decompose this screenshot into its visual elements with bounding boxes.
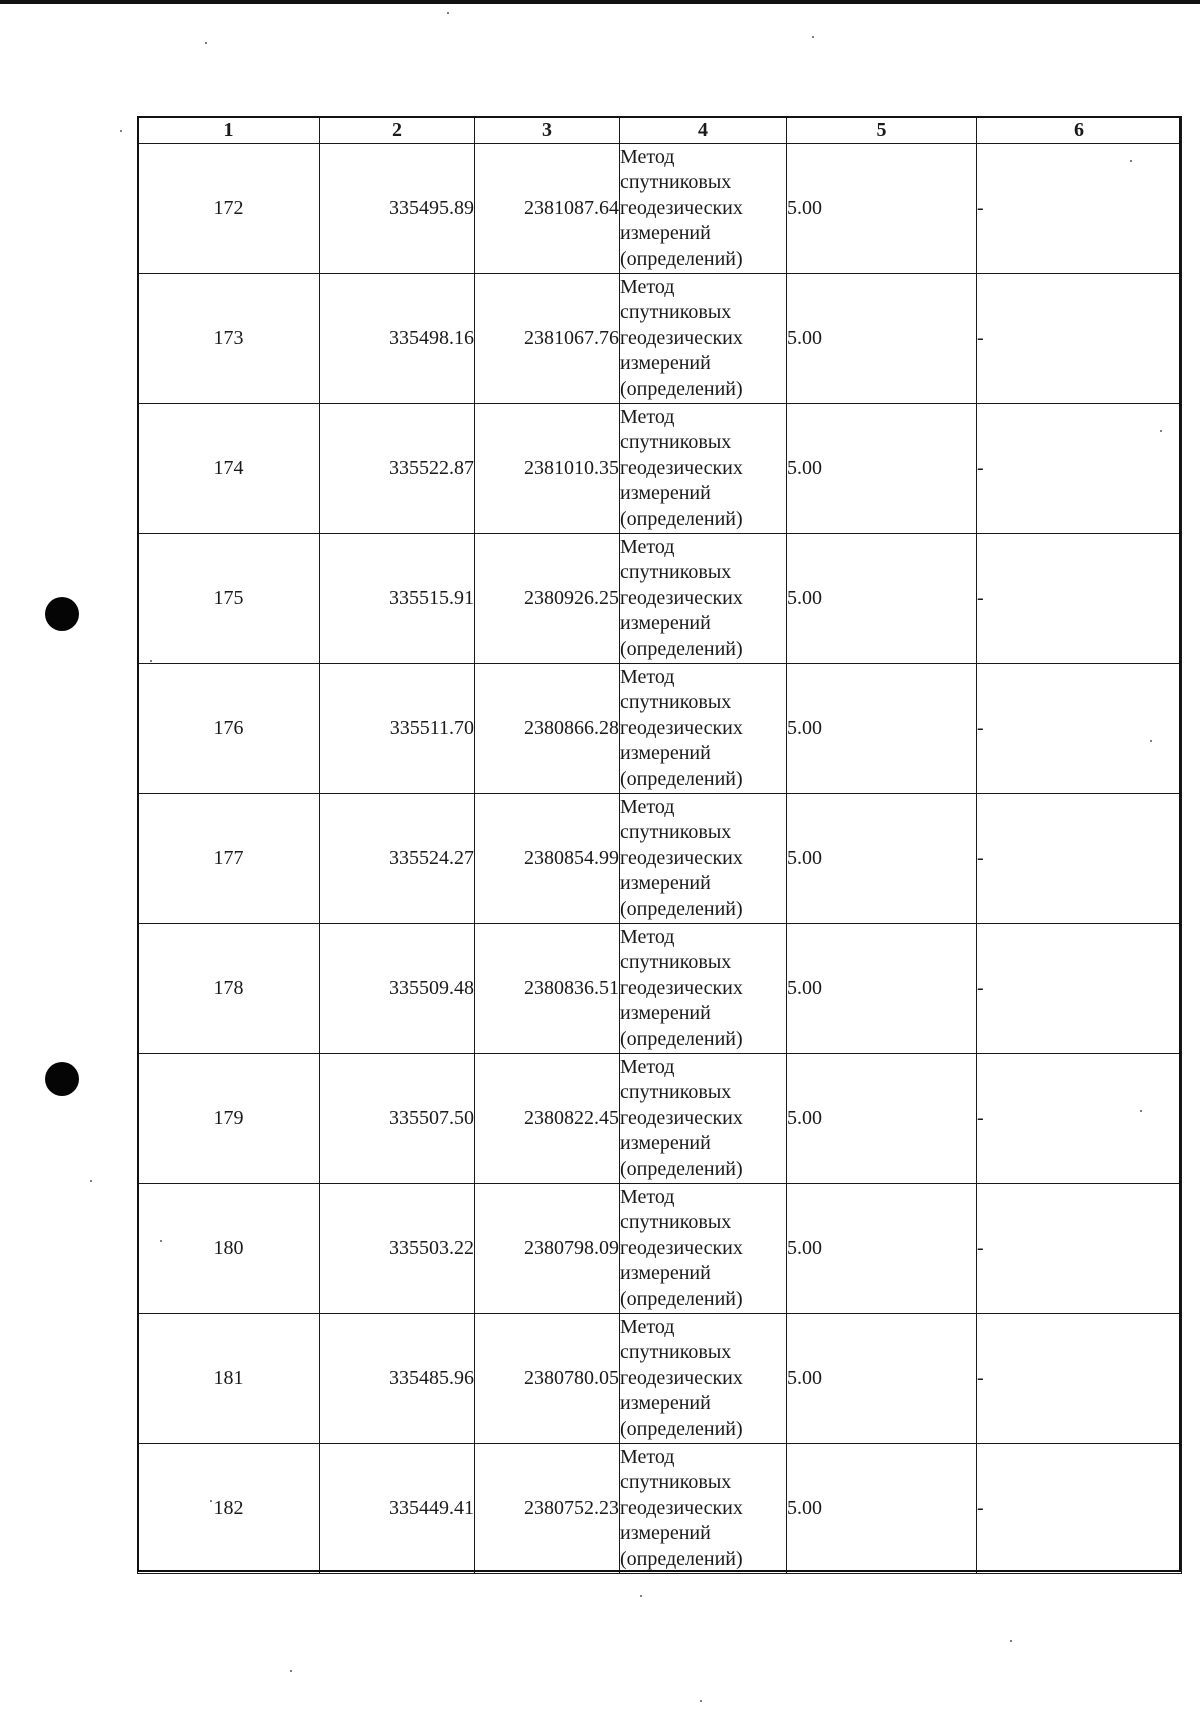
coordinate-x: 335495.89	[320, 144, 475, 274]
scan-speck	[1130, 160, 1132, 162]
scan-speck	[120, 130, 122, 132]
column-header-2: 2	[320, 117, 475, 144]
table-row	[138, 924, 1182, 1054]
coordinate-y: 2380854.99	[475, 794, 620, 924]
coordinate-y: 2381067.76	[475, 274, 620, 404]
table-row	[138, 1314, 1182, 1444]
accuracy-value: 5.00	[787, 274, 977, 404]
method-line: геодезических	[620, 456, 743, 479]
method-line: измерений	[620, 612, 711, 635]
coordinate-y: 2381087.64	[475, 144, 620, 274]
accuracy-value: 5.00	[787, 1314, 977, 1444]
table-row	[138, 274, 1182, 404]
method-line: измерений	[620, 1392, 711, 1415]
scan-speck	[700, 1700, 702, 1702]
method-line: измерений	[620, 1262, 711, 1285]
table-row	[138, 664, 1182, 794]
scan-speck	[447, 12, 449, 14]
method-line: спутниковых	[620, 951, 732, 974]
coordinate-y: 2381010.35	[475, 404, 620, 534]
method-line: геодезических	[620, 846, 743, 869]
method-cell	[620, 664, 787, 794]
method-line: спутниковых	[620, 1471, 732, 1494]
method-line: Метод	[620, 275, 675, 298]
method-line: спутниковых	[620, 821, 732, 844]
method-line: геодезических	[620, 1106, 743, 1129]
accuracy-value: 5.00	[787, 924, 977, 1054]
method-cell	[620, 404, 787, 534]
method-line: (определений)	[620, 897, 743, 920]
scan-speck	[812, 36, 814, 38]
method-line: (определений)	[620, 1287, 743, 1310]
method-line: Метод	[620, 145, 675, 168]
note-value: -	[977, 924, 1182, 1054]
column-header-1: 1	[138, 117, 320, 144]
point-number: 181	[138, 1314, 320, 1444]
method-cell	[620, 274, 787, 404]
method-line: (определений)	[620, 1157, 743, 1180]
coordinate-x: 335485.96	[320, 1314, 475, 1444]
method-line: геодезических	[620, 716, 743, 739]
method-line: (определений)	[620, 637, 743, 660]
method-line: (определений)	[620, 507, 743, 530]
point-number: 172	[138, 144, 320, 274]
method-line: геодезических	[620, 1366, 743, 1389]
coordinate-x: 335515.91	[320, 534, 475, 664]
method-cell	[620, 794, 787, 924]
method-line: геодезических	[620, 1496, 743, 1519]
coordinate-x: 335503.22	[320, 1184, 475, 1314]
method-cell	[620, 1054, 787, 1184]
coordinate-y: 2380926.25	[475, 534, 620, 664]
column-header-4: 4	[620, 117, 787, 144]
column-header-3: 3	[475, 117, 620, 144]
table-row	[138, 144, 1182, 274]
accuracy-value: 5.00	[787, 404, 977, 534]
method-line: измерений	[620, 1132, 711, 1155]
table-row	[138, 404, 1182, 534]
scan-speck	[210, 1500, 212, 1502]
point-number: 179	[138, 1054, 320, 1184]
method-line: измерений	[620, 742, 711, 765]
note-value: -	[977, 1184, 1182, 1314]
coordinate-x: 335522.87	[320, 404, 475, 534]
method-line: измерений	[620, 1002, 711, 1025]
accuracy-value: 5.00	[787, 1444, 977, 1574]
method-line: геодезических	[620, 976, 743, 999]
punch-hole	[45, 1062, 79, 1096]
point-number: 177	[138, 794, 320, 924]
accuracy-value: 5.00	[787, 794, 977, 924]
method-line: Метод	[620, 405, 675, 428]
coordinate-x: 335524.27	[320, 794, 475, 924]
method-line: спутниковых	[620, 171, 732, 194]
point-number: 174	[138, 404, 320, 534]
method-line: геодезических	[620, 326, 743, 349]
accuracy-value: 5.00	[787, 534, 977, 664]
note-value: -	[977, 1444, 1182, 1574]
table-row	[138, 1444, 1182, 1574]
method-line: измерений	[620, 222, 711, 245]
method-line: Метод	[620, 1185, 675, 1208]
note-value: -	[977, 144, 1182, 274]
note-value: -	[977, 274, 1182, 404]
header-row	[138, 117, 1182, 144]
method-line: Метод	[620, 1055, 675, 1078]
method-cell	[620, 1184, 787, 1314]
method-line: измерений	[620, 1522, 711, 1545]
method-line: (определений)	[620, 1027, 743, 1050]
coordinate-y: 2380780.05	[475, 1314, 620, 1444]
scan-speck	[1140, 1110, 1142, 1112]
accuracy-value: 5.00	[787, 144, 977, 274]
point-number: 175	[138, 534, 320, 664]
method-line: Метод	[620, 795, 675, 818]
method-line: Метод	[620, 1445, 675, 1468]
method-cell	[620, 1444, 787, 1574]
punch-hole	[45, 597, 79, 631]
scan-speck	[205, 42, 207, 44]
note-value: -	[977, 534, 1182, 664]
note-value: -	[977, 404, 1182, 534]
table-row	[138, 534, 1182, 664]
method-line: (определений)	[620, 1547, 743, 1570]
scan-speck	[290, 1670, 292, 1672]
scan-speck	[1150, 740, 1152, 742]
note-value: -	[977, 794, 1182, 924]
coordinate-x: 335449.41	[320, 1444, 475, 1574]
column-header-5: 5	[787, 117, 977, 144]
method-line: геодезических	[620, 1236, 743, 1259]
point-number: 173	[138, 274, 320, 404]
coordinate-x: 335509.48	[320, 924, 475, 1054]
column-header-6: 6	[977, 117, 1182, 144]
scan-speck	[160, 1240, 162, 1242]
method-line: измерений	[620, 352, 711, 375]
point-number: 178	[138, 924, 320, 1054]
table-row	[138, 794, 1182, 924]
method-line: геодезических	[620, 196, 743, 219]
accuracy-value: 5.00	[787, 1184, 977, 1314]
method-line: Метод	[620, 665, 675, 688]
coordinate-y: 2380822.45	[475, 1054, 620, 1184]
method-line: спутниковых	[620, 691, 732, 714]
coordinate-x: 335507.50	[320, 1054, 475, 1184]
method-line: Метод	[620, 1315, 675, 1338]
method-line: спутниковых	[620, 1211, 732, 1234]
coordinate-y: 2380866.28	[475, 664, 620, 794]
coordinates-table	[137, 116, 1182, 1574]
method-line: спутниковых	[620, 561, 732, 584]
scan-speck	[1010, 1640, 1012, 1642]
method-line: Метод	[620, 925, 675, 948]
method-line: спутниковых	[620, 1341, 732, 1364]
coordinate-x: 335498.16	[320, 274, 475, 404]
coordinate-y: 2380836.51	[475, 924, 620, 1054]
page-top-border	[0, 0, 1200, 4]
point-number: 182	[138, 1444, 320, 1574]
coordinate-x: 335511.70	[320, 664, 475, 794]
method-line: спутниковых	[620, 1081, 732, 1104]
method-line: (определений)	[620, 767, 743, 790]
method-line: спутниковых	[620, 431, 732, 454]
table-row	[138, 1054, 1182, 1184]
method-line: (определений)	[620, 377, 743, 400]
scan-speck	[1160, 430, 1162, 432]
coordinate-y: 2380752.23	[475, 1444, 620, 1574]
method-line: спутниковых	[620, 301, 732, 324]
note-value: -	[977, 1314, 1182, 1444]
method-line: (определений)	[620, 1417, 743, 1440]
method-cell	[620, 144, 787, 274]
method-cell	[620, 924, 787, 1054]
point-number: 176	[138, 664, 320, 794]
method-line: измерений	[620, 872, 711, 895]
scan-speck	[150, 660, 152, 662]
method-line: измерений	[620, 482, 711, 505]
method-cell	[620, 1314, 787, 1444]
accuracy-value: 5.00	[787, 664, 977, 794]
point-number: 180	[138, 1184, 320, 1314]
scan-speck	[90, 1180, 92, 1182]
method-line: геодезических	[620, 586, 743, 609]
method-line: (определений)	[620, 247, 743, 270]
method-line: Метод	[620, 535, 675, 558]
accuracy-value: 5.00	[787, 1054, 977, 1184]
method-cell	[620, 534, 787, 664]
note-value: -	[977, 664, 1182, 794]
note-value: -	[977, 1054, 1182, 1184]
coordinate-y: 2380798.09	[475, 1184, 620, 1314]
scan-speck	[640, 1595, 642, 1597]
table-row	[138, 1184, 1182, 1314]
